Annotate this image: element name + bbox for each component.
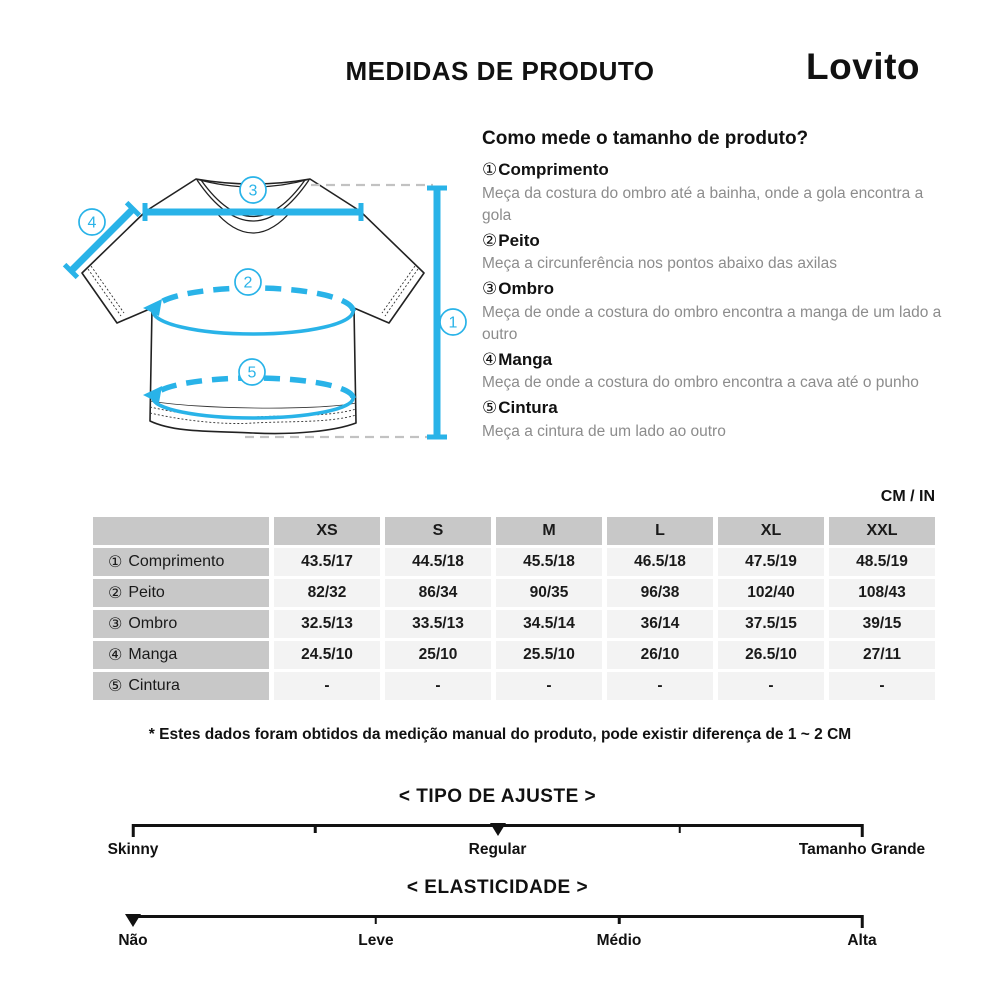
fit-type-title: < TIPO DE AJUSTE > [398, 786, 597, 807]
guide-item-num: ① [482, 160, 498, 179]
guide-item-num: ③ [482, 279, 498, 298]
size-value-cell: 34.5/14 [496, 610, 602, 638]
row-num: ④ [108, 647, 123, 664]
row-name: Peito [128, 584, 165, 601]
size-value-cell: 25/10 [385, 641, 491, 669]
tick [314, 824, 317, 833]
row-num: ③ [108, 616, 123, 633]
guide-item-num: ⑤ [482, 398, 498, 417]
row-num: ② [108, 585, 123, 602]
row-name: Manga [128, 646, 178, 663]
tick [861, 915, 864, 928]
guide-item-desc: Meça da costura do ombro até a bainha, onde a gola encontra a gola [482, 184, 924, 224]
size-value-cell: - [385, 672, 491, 700]
measurement-footnote: * Estes dados foram obtidos da medição manual do produto, pode existir diferença de 1 ~ 2 CM [148, 726, 852, 743]
size-value-cell: 86/34 [385, 579, 491, 607]
size-value-cell: - [496, 672, 602, 700]
callout-2: 2 [243, 274, 253, 292]
size-value-cell: 46.5/18 [607, 548, 713, 576]
tick [618, 915, 621, 924]
callout-1: 1 [448, 314, 458, 332]
callout-4: 4 [87, 214, 97, 232]
fit-pointer-triangle-icon [490, 823, 506, 836]
size-column-header: XS [274, 517, 380, 545]
guide-item-name: Ombro [498, 279, 554, 298]
guide-item-name: Comprimento [498, 160, 609, 179]
size-value-cell: 44.5/18 [385, 548, 491, 576]
size-value-cell: 24.5/10 [274, 641, 380, 669]
guide-item-desc: Meça de onde a costura do ombro encontra a cava até o punho [482, 374, 919, 391]
size-column-header: M [496, 517, 602, 545]
row-num: ⑤ [108, 678, 123, 695]
tick [132, 824, 135, 837]
size-value-cell: 47.5/19 [718, 548, 824, 576]
row-name: Ombro [128, 615, 178, 632]
callout-5: 5 [247, 364, 257, 382]
size-column-header: L [607, 517, 713, 545]
fit-label-skinny: Skinny [107, 841, 159, 858]
size-value-cell: 39/15 [829, 610, 935, 638]
row-name: Cintura [128, 677, 180, 694]
guide-item-name: Manga [498, 349, 553, 369]
elasticity-scale-line [133, 915, 862, 918]
row-label [93, 641, 269, 669]
size-value-cell: 37.5/15 [718, 610, 824, 638]
elasticity-pointer-triangle-icon [125, 914, 141, 927]
guide-item-name: Peito [498, 230, 540, 250]
size-value-cell: - [829, 672, 935, 700]
size-value-cell: 32.5/13 [274, 610, 380, 638]
row-label [93, 579, 269, 607]
elasticity-label-medio: Médio [596, 932, 642, 949]
size-value-cell: 26.5/10 [718, 641, 824, 669]
elasticity-label-alta: Alta [847, 932, 877, 949]
row-label [93, 610, 269, 638]
guide-item-num: ② [482, 230, 498, 250]
elasticity-label-leve: Leve [358, 932, 394, 949]
guide-item-desc: Meça a circunferência nos pontos abaixo das axilas [482, 255, 837, 272]
size-value-cell: - [274, 672, 380, 700]
size-value-cell: 108/43 [829, 579, 935, 607]
size-column-header: XL [718, 517, 824, 545]
row-label [93, 548, 269, 576]
size-table [93, 517, 935, 700]
size-value-cell: 36/14 [607, 610, 713, 638]
size-value-cell: 43.5/17 [274, 548, 380, 576]
callout-3: 3 [248, 182, 258, 200]
tick [375, 915, 378, 924]
size-value-cell: 33.5/13 [385, 610, 491, 638]
tick [679, 824, 682, 833]
size-value-cell: 25.5/10 [496, 641, 602, 669]
size-table-corner [93, 517, 269, 545]
guide-item-label [482, 157, 942, 183]
guide-item-label [482, 276, 942, 302]
size-value-cell: 82/32 [274, 579, 380, 607]
row-name: Comprimento [128, 553, 225, 570]
fit-label-regular: Regular [468, 841, 527, 858]
tshirt-outline [82, 179, 424, 434]
size-value-cell: - [718, 672, 824, 700]
size-value-cell: 27/11 [829, 641, 935, 669]
guide-item-label [482, 347, 942, 373]
page-title: MEDIDAS DE PRODUTO [345, 56, 655, 86]
units-label: CM / IN [880, 488, 935, 505]
size-value-cell: 26/10 [607, 641, 713, 669]
elasticity-scale [118, 877, 877, 955]
size-value-cell: 96/38 [607, 579, 713, 607]
measure-guide [482, 128, 942, 444]
size-column-header: S [385, 517, 491, 545]
tick [861, 824, 864, 837]
row-num: ① [108, 554, 123, 571]
guide-item-num: ④ [482, 349, 498, 369]
row-label [93, 672, 269, 700]
size-column-header: XXL [829, 517, 935, 545]
size-value-cell: 102/40 [718, 579, 824, 607]
size-value-cell: 90/35 [496, 579, 602, 607]
elasticity-label-nao: Não [118, 932, 148, 949]
fit-type-scale [107, 786, 926, 864]
size-value-cell: 45.5/18 [496, 548, 602, 576]
guide-item-name: Cintura [498, 398, 558, 417]
guide-heading: Como mede o tamanho de produto? [482, 128, 809, 149]
tshirt-measurement-diagram [55, 165, 475, 465]
elasticity-title: < ELASTICIDADE > [406, 877, 589, 898]
guide-item-label [482, 395, 942, 421]
size-value-cell: 48.5/19 [829, 548, 935, 576]
guide-item-label [482, 228, 942, 254]
guide-item-desc: Meça a cintura de um lado ao outro [482, 422, 726, 440]
fit-label-tamanho-grande: Tamanho Grande [798, 841, 926, 858]
size-value-cell: - [607, 672, 713, 700]
brand-logo: Lovito [806, 46, 920, 87]
guide-item-desc: Meça de onde a costura do ombro encontra a manga de um lado a outro [482, 303, 942, 343]
